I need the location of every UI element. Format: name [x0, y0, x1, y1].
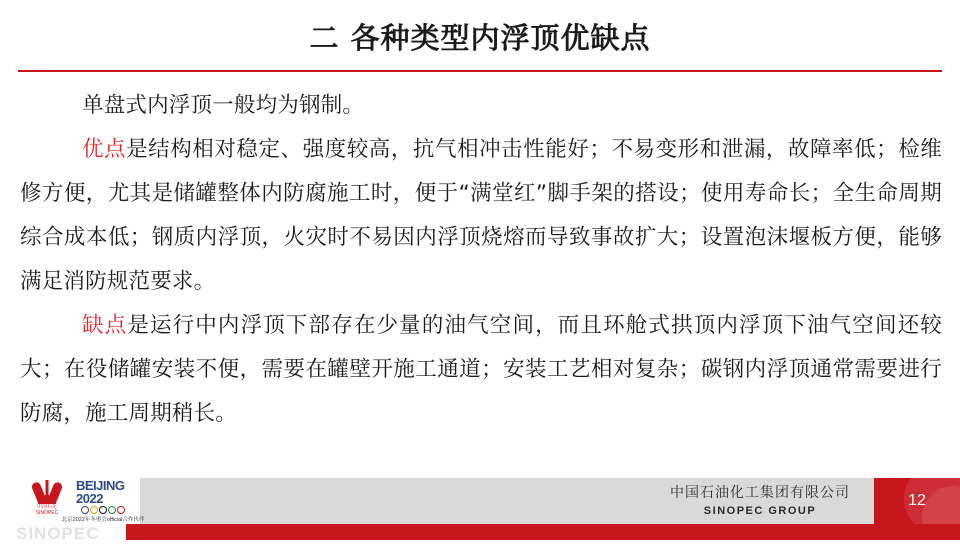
page-number: 12 [908, 492, 926, 509]
company-name-cn: 中国石油化工集团有限公司 [670, 484, 850, 501]
paragraph-disadvantages [20, 304, 942, 436]
beijing-2022-caption: 北京2022年冬奥会official合作伙伴 [61, 517, 145, 523]
advantages-keyword: 优点 [82, 137, 127, 162]
ring-black [99, 506, 107, 514]
footer-watermark: SINOPEC [16, 524, 100, 543]
beijing-2022-label: BEIJING 2022 [76, 478, 125, 506]
ring-red [117, 506, 125, 514]
slide-footer [0, 478, 960, 543]
ring-blue [81, 506, 89, 514]
sinopec-logo-icon [26, 480, 68, 522]
logo-group [26, 478, 145, 524]
footer-red-bar [0, 524, 960, 540]
paragraph-intro [20, 84, 942, 128]
disadvantages-keyword: 缺点 [82, 313, 128, 338]
advantages-text: 是结构相对稳定、强度较高，抗气相冲击性能好；不易变形和泄漏，故障率低；检维修方便，尤其是储罐整体内防腐施工时，便于“满堂红”脚手架的搭设；使用寿命长；全生命周期综合成本低；钢质内浮顶，火灾时不易因内浮顶烧熔而导致事故扩大；设置泡沫堰板方便，能够满足消防规范要求。 [20, 137, 942, 294]
ring-yellow [90, 506, 98, 514]
company-name-en: SINOPEC GROUP [703, 504, 817, 517]
disadvantages-text: 是运行中内浮顶下部存在少量的油气空间，而且环舱式拱顶内浮顶下油气空间还较大；在役储罐安装不便，需要在罐壁开施工通道；安装工艺相对复杂；碳钢内浮顶通常需要进行防腐，施工周期稍长。 [20, 313, 942, 426]
body-content [20, 84, 942, 464]
ring-green [108, 506, 116, 514]
page-number-block [874, 478, 960, 524]
paragraph-advantages [20, 128, 942, 304]
title-area [0, 10, 960, 72]
paragraph-intro-text: 单盘式内浮顶一般均为钢制。 [82, 93, 365, 118]
sinopec-logo-label-en: SINOPEC [35, 510, 59, 516]
beijing-2022-logo-icon [61, 478, 145, 523]
title-divider [18, 70, 942, 72]
footer-company-info [670, 478, 850, 524]
sinopec-flower-icon [34, 480, 60, 504]
sinopec-logo-label-cn: 中国石化 [36, 504, 57, 510]
olympic-rings-icon [81, 506, 125, 514]
page-title: 二 各种类型内浮顶优缺点 [309, 21, 651, 55]
